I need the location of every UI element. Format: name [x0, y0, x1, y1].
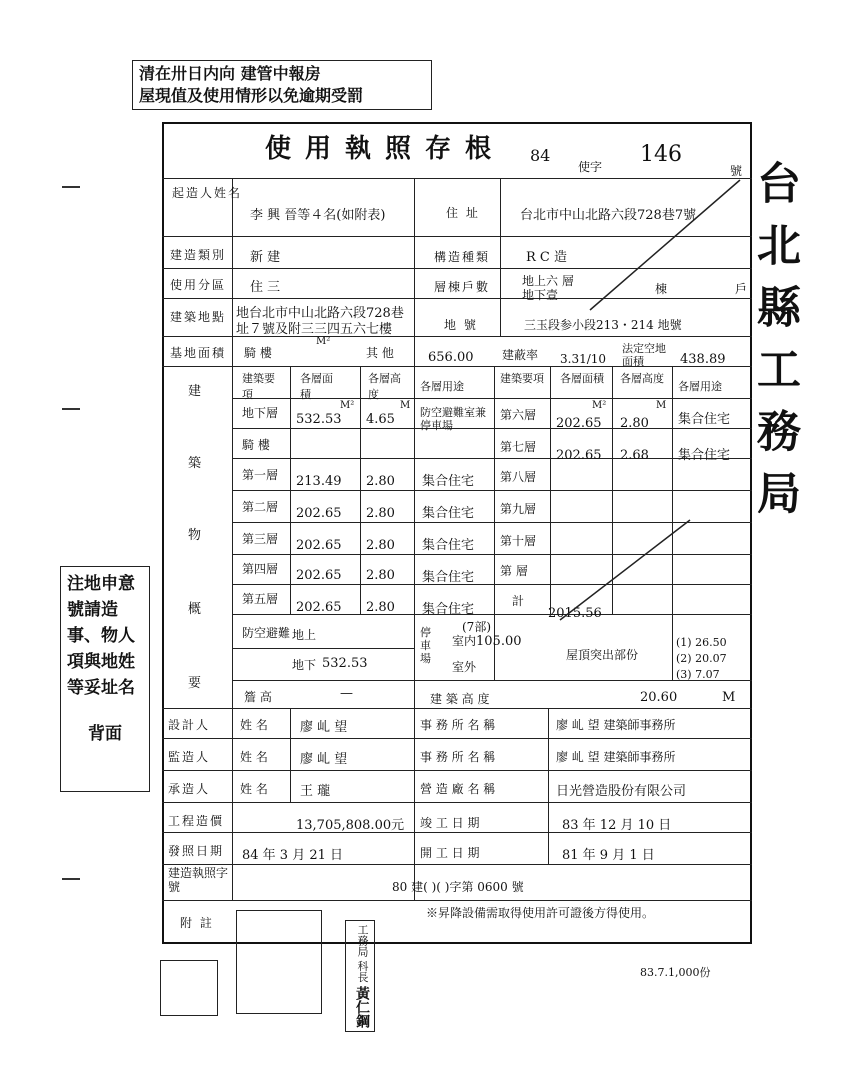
height-unit: M: [722, 690, 736, 705]
floor-name: 騎 樓: [242, 438, 270, 452]
floor-area: 202.65: [296, 506, 342, 521]
col-use-left: 各層用途: [420, 380, 464, 393]
arcade-label: 騎 樓: [244, 346, 272, 360]
roof-value-2: (2) 20.07: [676, 652, 727, 665]
col-items-right: 建築要項: [500, 372, 544, 385]
shelter-below-value: 532.53: [322, 656, 368, 671]
address-value: 台北市中山北路六段728巷7號: [520, 208, 697, 223]
notice-line-2: 屋現值及使用情形以免逾期受罰: [139, 86, 364, 105]
shelter-label: 防空避難: [242, 626, 291, 640]
floor-use: 集合住宅: [422, 506, 475, 521]
contractor-name: 王 瓏: [300, 784, 331, 799]
parking-in-label: 室内: [452, 634, 477, 648]
seal-chief-label: 科長: [356, 960, 369, 983]
parking-in: 105.00: [476, 634, 522, 649]
total-area: 2015.56: [548, 606, 602, 621]
shelter-below: 地下: [292, 658, 317, 672]
floor-area: 202.65: [296, 600, 342, 615]
unit-m2: M²: [316, 336, 331, 347]
floor-use: 集合住宅: [422, 474, 475, 489]
floor-height: 2.80: [366, 568, 395, 583]
structure-label: 構造種類: [434, 250, 491, 264]
unit-m2: M²: [592, 400, 607, 411]
floors-units: 戶: [735, 282, 748, 296]
permit-suffix: 號: [730, 164, 743, 178]
other-label: 其 他: [366, 346, 394, 360]
cost-label: 工程造價: [168, 814, 225, 828]
designer-office: 廖 乢 望 建築師事務所: [556, 718, 676, 732]
outline-side-5: 要: [188, 676, 202, 691]
start-value: 81 年 9 月 1 日: [562, 848, 655, 863]
outline-side-3: 物: [188, 528, 202, 543]
lot-label: 地 號: [444, 318, 478, 332]
issue-value: 84 年 3 月 21 日: [242, 848, 344, 863]
total-label: 計: [512, 594, 525, 608]
shelter-above: 地上: [292, 628, 317, 642]
roof-value-1: (1) 26.50: [676, 636, 727, 649]
floor-name: 第五層: [242, 592, 279, 606]
floor-area: 202.65: [556, 416, 602, 431]
floor-height: 2.80: [366, 474, 395, 489]
floor-use: 防空避難室兼停車場: [420, 406, 486, 432]
floor-area: 202.65: [296, 568, 342, 583]
parking-out-label: 室外: [452, 660, 477, 674]
contractor-firm: 日光營造股份有限公司: [556, 784, 687, 799]
floor-area: 202.65: [556, 448, 602, 463]
form-title: 使用執照存根: [265, 134, 506, 164]
site-area-label: 基地面積: [170, 346, 227, 360]
supervisor-office: 廖 乢 望 建築師事務所: [556, 750, 676, 764]
use-zone-label: 使用分區: [170, 278, 227, 292]
eaves-value: —: [340, 686, 353, 701]
floor-name: 第十層: [500, 534, 537, 548]
floor-name: 第 層: [500, 564, 528, 578]
location-value-1: 地台北市中山北路六段728巷: [236, 306, 404, 321]
office-label: 事 務 所 名 稱: [420, 750, 496, 764]
completion-value: 83 年 12 月 10 日: [562, 818, 672, 833]
build-type-value: 新 建: [250, 250, 281, 265]
supervisor-name: 廖 乢 望: [300, 752, 348, 767]
floor-height: 2.80: [366, 600, 395, 615]
floor-name: 第三層: [242, 532, 279, 546]
col-items-left: 建築要項: [242, 372, 275, 401]
firm-label: 營 造 廠 名 稱: [420, 782, 496, 796]
seal-chief-name: 黃仁鋼: [354, 986, 370, 1028]
location-value-2: 址７號及附三三四五六七樓: [236, 322, 393, 337]
floor-height: 2.80: [366, 506, 395, 521]
col-height-right: 各層高度: [620, 372, 664, 385]
parking-count: (7部): [462, 620, 491, 634]
permit-label: 建造執照字 號: [168, 866, 229, 894]
name-label: 姓 名: [240, 718, 268, 732]
side-note-back: 背面: [88, 724, 122, 744]
floor-name: 第七層: [500, 440, 537, 454]
roof-label: 屋頂突出部份: [566, 648, 639, 662]
height-label: 建 築 高 度: [430, 692, 490, 706]
name-label: 姓 名: [240, 750, 268, 764]
start-label: 開 工 日 期: [420, 846, 480, 860]
unit-m: M: [656, 400, 667, 411]
name-label: 姓 名: [240, 782, 268, 796]
floors-value: 地上六 層: [522, 274, 574, 288]
floor-use: 集合住宅: [422, 570, 475, 585]
eaves-label: 簷 高: [244, 690, 272, 704]
print-mark: 83.7.1,000份: [640, 966, 711, 979]
unit-m: M: [400, 400, 411, 411]
col-height-left: 各層高度: [368, 372, 401, 401]
designer-name: 廖 乢 望: [300, 720, 348, 735]
office-label: 事 務 所 名 稱: [420, 718, 496, 732]
outline-side-4: 概: [188, 602, 202, 617]
floor-use: 集合住宅: [422, 602, 475, 617]
site-total: 656.00: [428, 350, 474, 365]
floor-name: 第八層: [500, 470, 537, 484]
roof-value-3: (3) 7.07: [676, 668, 720, 681]
floors-value-2: 地下壹: [522, 288, 559, 302]
seal-dept: 工務局: [356, 924, 369, 957]
coverage-label: 建蔽率: [502, 348, 539, 362]
floor-use: 集合住宅: [422, 538, 475, 553]
outline-side-2: 築: [188, 456, 202, 471]
floor-area: 532.53: [296, 412, 342, 427]
floor-area: 202.65: [296, 538, 342, 553]
unit-m2: M²: [340, 400, 355, 411]
floor-use: 集合住宅: [678, 448, 731, 463]
col-area-right: 各層面積: [560, 372, 604, 385]
coverage-value: 3.31/10: [560, 352, 607, 366]
floor-name: 第四層: [242, 562, 279, 576]
legal-open-value: 438.89: [680, 352, 726, 367]
issue-label: 發照日期: [168, 844, 225, 858]
floors-buildings: 棟: [655, 282, 668, 296]
floor-height: 4.65: [366, 412, 395, 427]
floor-name: 地下層: [242, 406, 279, 420]
applicant-value: 李 興 晉等４名(如附表): [250, 208, 386, 223]
location-label: 建築地點: [170, 310, 227, 324]
handwritten-right: 台北縣工務局: [749, 160, 800, 532]
floors-label: 層棟戶數: [434, 280, 491, 294]
lot-value: 三玉段参小段213・214 地號: [524, 318, 682, 332]
notice-line-1: 清在卅日内向 建管中報房: [139, 64, 321, 83]
legal-open-label: 法定空地面積: [622, 342, 666, 368]
outline-side-1: 建: [188, 384, 202, 399]
applicant-label: 起造人姓名: [172, 186, 243, 200]
floor-area: 213.49: [296, 474, 342, 489]
structure-value: R C 造: [526, 250, 567, 265]
remarks-text: ※昇降設備需取得使用許可證後方得使用。: [426, 906, 655, 920]
floor-name: 第九層: [500, 502, 537, 516]
col-use-right: 各層用途: [678, 380, 722, 393]
year-number: 84: [530, 146, 551, 165]
floor-height: 2.80: [366, 538, 395, 553]
address-label: 住 址: [446, 206, 480, 220]
permit-value: 80 建( )( )字第 0600 號: [392, 880, 524, 894]
permit-number: 146: [640, 142, 682, 167]
supervisor-label: 監造人: [168, 750, 211, 764]
floor-height: 2.68: [620, 448, 649, 463]
use-zone-value: 住 三: [250, 280, 281, 295]
floor-name: 第六層: [500, 408, 537, 422]
floor-name: 第一層: [242, 468, 279, 482]
permit-char: 使字: [578, 160, 603, 174]
remarks-label: 附 註: [180, 916, 214, 930]
col-area-left: 各層面積: [300, 372, 333, 401]
completion-label: 竣 工 日 期: [420, 816, 480, 830]
designer-label: 設計人: [168, 718, 211, 732]
floor-height: 2.80: [620, 416, 649, 431]
parking-label: 停車場: [420, 626, 431, 665]
build-type-label: 建造類別: [170, 248, 227, 262]
height-value: 20.60: [640, 690, 678, 705]
cost-value: 13,705,808.00元: [296, 818, 405, 833]
contractor-label: 承造人: [168, 782, 211, 796]
floor-use: 集合住宅: [678, 412, 731, 427]
side-note-text: 注地申意號請造事、物人項與地姓等妥址名: [67, 574, 135, 698]
floor-name: 第二層: [242, 500, 279, 514]
